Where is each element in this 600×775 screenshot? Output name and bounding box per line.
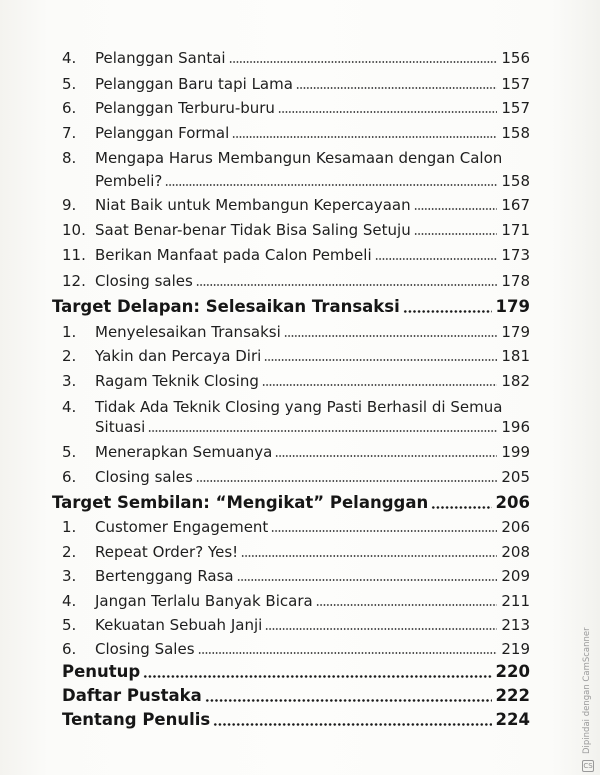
toc-entry[interactable] [62, 590, 530, 612]
toc-entry-title: Closing Sales [95, 640, 195, 658]
toc-page-number: 179 [501, 323, 530, 341]
toc-page-number: 181 [501, 347, 530, 365]
toc-entry[interactable] [62, 122, 530, 144]
toc-entry-title: Situasi [95, 418, 146, 436]
toc-entry-number: 3. [62, 372, 77, 390]
toc-page-number: 179 [495, 297, 530, 316]
toc-entry[interactable] [62, 416, 530, 438]
dot-leader [275, 455, 497, 457]
toc-entry-number: 1. [62, 518, 77, 536]
toc-entry-number: 11. [62, 246, 86, 264]
toc-entry-title: Kekuatan Sebuah Janji [95, 616, 263, 634]
toc-entry[interactable] [62, 194, 530, 216]
toc-entry-title: Saat Benar-benar Tidak Bisa Saling Setuju [95, 221, 411, 239]
toc-entry-title: Jangan Terlalu Banyak Bicara [95, 592, 313, 610]
toc-entry-title: Niat Baik untuk Membangun Kepercayaan [95, 196, 411, 214]
toc-entry-number: 2. [62, 543, 77, 561]
toc-entry-number: 4. [62, 49, 77, 67]
toc-page-number: 205 [501, 468, 530, 486]
toc-chapter-entry[interactable] [52, 296, 530, 318]
dot-leader [284, 335, 498, 337]
toc-entry-title: Menerapkan Semuanya [95, 443, 273, 461]
toc-page-number: 173 [501, 246, 530, 264]
toc-chapter-title: Target Sembilan: “Mengikat” Pelanggan [52, 493, 429, 512]
dot-leader [431, 506, 491, 509]
toc-page-number: 220 [495, 662, 530, 681]
toc-page-number: 199 [501, 443, 530, 461]
toc-entry[interactable] [62, 47, 530, 69]
toc-entry[interactable] [62, 541, 530, 563]
dot-leader [229, 61, 498, 63]
toc-entry-title-line: Mengapa Harus Membangun Kesamaan dengan Calon [95, 149, 503, 167]
toc-page-number: 171 [501, 221, 530, 239]
toc-entry-number: 12. [62, 272, 86, 290]
dot-leader [198, 652, 498, 654]
toc-page-number: 224 [495, 710, 530, 729]
dot-leader [241, 555, 497, 557]
toc-page-number: 157 [501, 75, 530, 93]
toc-page-number: 211 [501, 592, 530, 610]
toc-entry[interactable] [62, 638, 530, 660]
toc-entry[interactable] [62, 244, 530, 266]
toc-page-number: 182 [501, 372, 530, 390]
toc-page-number: 157 [501, 99, 530, 117]
dot-leader [296, 87, 497, 89]
toc-page-number: 156 [501, 49, 530, 67]
dot-leader [196, 284, 498, 286]
toc-entry-number: 9. [62, 196, 77, 214]
dot-leader [414, 208, 498, 210]
show-through-text [300, 742, 550, 752]
toc-entry-title: Pelanggan Baru tapi Lama [95, 75, 293, 93]
toc-entry-title: Pembeli? [95, 172, 163, 190]
toc-entry[interactable] [62, 270, 530, 292]
toc-entry-number: 3. [62, 567, 77, 585]
toc-entry-number: 10. [62, 221, 86, 239]
toc-page-number: 208 [501, 543, 530, 561]
toc-entry-number: 2. [62, 347, 77, 365]
dot-leader [265, 628, 497, 630]
toc-chapter-entry[interactable] [52, 492, 530, 514]
toc-entry-number: 5. [62, 75, 77, 93]
toc-chapter-title: Daftar Pustaka [62, 686, 202, 705]
toc-entry-title-line: Tidak Ada Teknik Closing yang Pasti Berhasil di Semua [95, 398, 503, 416]
toc-entry[interactable] [62, 441, 530, 463]
toc-page-number: 222 [495, 686, 530, 705]
camscanner-icon: CS [583, 762, 593, 770]
toc-entry-number: 5. [62, 616, 77, 634]
dot-leader [414, 233, 498, 235]
toc-page-number: 158 [501, 124, 530, 142]
toc-chapter-title: Tentang Penulis [62, 710, 211, 729]
dot-leader [232, 136, 497, 138]
toc-entry-number: 5. [62, 443, 77, 461]
toc-page-number: 213 [501, 616, 530, 634]
toc-entry-title: Menyelesaikan Transaksi [95, 323, 281, 341]
toc-entry-number: 7. [62, 124, 77, 142]
toc-entry-number: 4. [62, 592, 77, 610]
toc-entry-title: Customer Engagement [95, 518, 269, 536]
toc-entry[interactable] [62, 97, 530, 119]
dot-leader [271, 530, 497, 532]
toc-entry-number: 6. [62, 99, 77, 117]
toc-page-number: 167 [501, 196, 530, 214]
dot-leader [375, 258, 498, 260]
dot-leader [143, 675, 491, 678]
toc-entry[interactable] [62, 516, 530, 538]
dot-leader [148, 430, 497, 432]
toc-entry-number: 6. [62, 468, 77, 486]
toc-entry-title: Pelanggan Santai [95, 49, 226, 67]
toc-entry[interactable] [62, 614, 530, 636]
dot-leader [403, 310, 492, 313]
toc-chapter-title: Penutup [62, 662, 141, 681]
dot-leader [278, 111, 497, 113]
toc-entry-number: 6. [62, 640, 77, 658]
toc-entry-title: Bertenggang Rasa [95, 567, 234, 585]
toc-page-number: 196 [501, 418, 530, 436]
toc-entry-title: Pelanggan Formal [95, 124, 230, 142]
toc-page-number: 209 [501, 567, 530, 585]
toc-chapter-entry[interactable] [62, 685, 530, 707]
toc-entry[interactable] [62, 370, 530, 392]
toc-page-number: 178 [501, 272, 530, 290]
toc-entry[interactable] [62, 219, 530, 241]
toc-page-number: 158 [501, 172, 530, 190]
dot-leader [165, 184, 497, 186]
toc-entry[interactable] [62, 170, 530, 192]
dot-leader [264, 359, 497, 361]
toc-entry-number: 4. [62, 398, 77, 416]
toc-entry[interactable] [62, 345, 530, 367]
watermark-text: Dipindai dengan CamScanner [582, 627, 592, 754]
toc-page-number: 206 [501, 518, 530, 536]
dot-leader [196, 480, 498, 482]
toc-page-number: 206 [495, 493, 530, 512]
dot-leader [205, 699, 492, 702]
toc-entry-title: Yakin dan Percaya Diri [95, 347, 262, 365]
toc-entry-title: Berikan Manfaat pada Calon Pembeli [95, 246, 372, 264]
dot-leader [213, 723, 491, 726]
toc-entry-title: Pelanggan Terburu-buru [95, 99, 275, 117]
toc-page-number: 219 [501, 640, 530, 658]
toc-entry-number: 8. [62, 149, 77, 167]
toc-entry-title: Closing sales [95, 272, 193, 290]
toc-entry-title: Closing sales [95, 468, 193, 486]
dot-leader [316, 604, 498, 606]
toc-entry-number: 1. [62, 323, 77, 341]
dot-leader [262, 384, 497, 386]
dot-leader [237, 579, 498, 581]
toc-chapter-title: Target Delapan: Selesaikan Transaksi [52, 297, 400, 316]
toc-chapter-entry[interactable] [62, 661, 530, 683]
toc-entry[interactable] [62, 321, 530, 343]
toc-entry-title: Repeat Order? Yes! [95, 543, 239, 561]
toc-chapter-entry[interactable] [62, 709, 530, 731]
toc-entry-title: Ragam Teknik Closing [95, 372, 259, 390]
toc-entry[interactable] [62, 73, 530, 95]
toc-entry[interactable] [62, 466, 530, 488]
show-through-text [150, 566, 510, 576]
camscanner-watermark [577, 627, 597, 775]
